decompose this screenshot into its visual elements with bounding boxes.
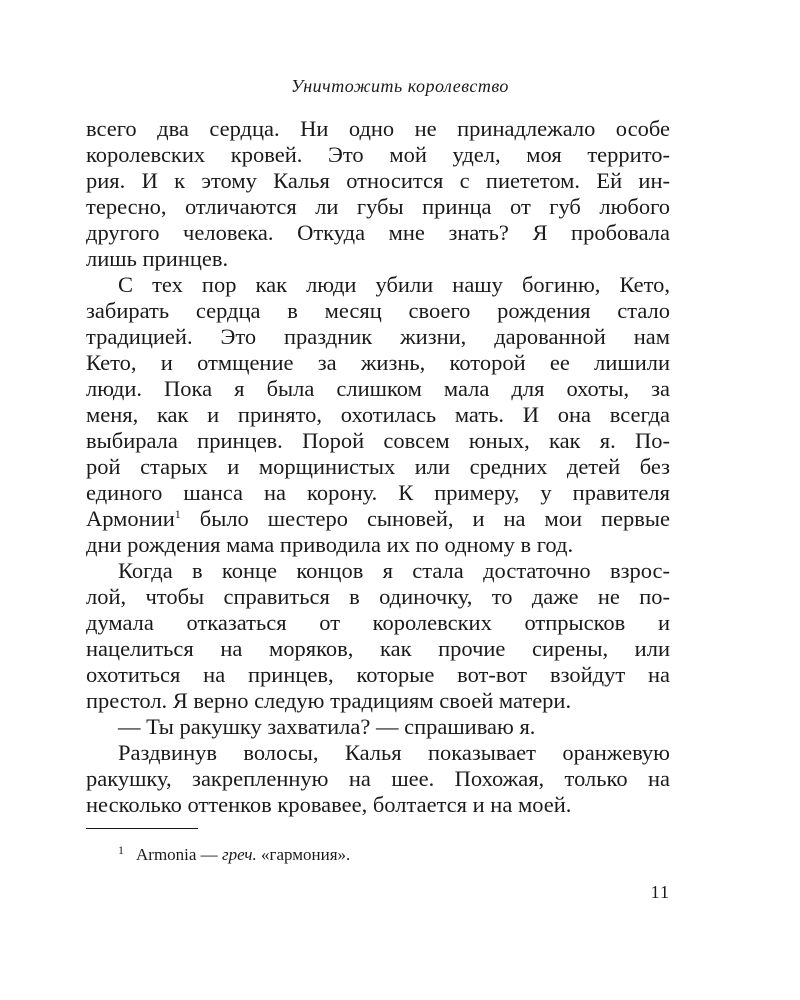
- footnote-language: греч.: [221, 845, 257, 864]
- body-text: [86, 116, 670, 818]
- text-line-rest: было шестеро сыновей, и на мои первые: [199, 506, 670, 531]
- text-line: всего два сердца. Ни одно не принадлежало особе: [86, 116, 670, 141]
- text-line: несколько оттенков кровавее, болтается и на моей.: [86, 792, 572, 817]
- text-line: — Ты ракушку захватила? — спрашиваю я.: [118, 714, 536, 739]
- text-line: другого человека. Откуда мне знать? Я пробовала: [86, 220, 670, 245]
- text-line: нацелиться на моряков, как прочие сирены, или: [86, 636, 670, 661]
- text-line: лой, чтобы справиться в одиночку, то даже не по-: [86, 584, 670, 609]
- footnote-meaning: «гармония».: [261, 845, 351, 864]
- footnote: [118, 843, 350, 865]
- text-line: выбирала принцев. Порой совсем юных, как я. По-: [86, 428, 670, 453]
- text-line: Раздвинув волосы, Калья показывает оранжевую: [118, 740, 670, 765]
- text-line: охотиться на принцев, которые вот-вот взойдут на: [86, 662, 670, 687]
- text-line: дни рождения мама приводила их по одному в год.: [86, 532, 574, 557]
- footnote-divider: [86, 828, 198, 829]
- footnote-ref-word: Армонии: [86, 506, 175, 531]
- text-line: королевских кровей. Это мой удел, моя террито-: [86, 142, 670, 167]
- text-line: лишь принцев.: [86, 246, 229, 271]
- text-line: престол. Я верно следую традициям своей матери.: [86, 688, 572, 713]
- page-number: 11: [650, 882, 670, 902]
- running-head: Уничтожить королевство: [291, 76, 509, 96]
- text-line: меня, как и принято, охотилась мать. И она всегда: [86, 402, 670, 427]
- text-line: забирать сердца в месяц своего рождения стало: [86, 298, 670, 323]
- text-line: тересно, отличаются ли губы принца от губ любого: [86, 194, 670, 219]
- text-line: рой старых и морщинистых или средних детей без: [86, 454, 670, 479]
- text-line: ракушку, закрепленную на шее. Похожая, только на: [86, 766, 670, 791]
- text-line: рия. И к этому Калья относится с пиететом. Ей ин-: [86, 168, 670, 193]
- text-line: единого шанса на корону. К примеру, у правителя: [86, 480, 670, 505]
- footnote-mark: 1: [118, 843, 124, 857]
- text-line: думала отказаться от королевских отпрысков и: [86, 610, 670, 635]
- text-line: Кето, и отмщение за жизнь, которой ее лишили: [86, 350, 670, 375]
- footnote-term: Armonia —: [136, 845, 218, 864]
- text-line: Когда в конце концов я стала достаточно взрос-: [118, 558, 670, 583]
- text-line: люди. Пока я была слишком мала для охоты, за: [86, 376, 670, 401]
- text-line-with-footnote: [86, 506, 670, 532]
- footnote-ref-mark[interactable]: 1: [174, 507, 181, 521]
- text-line: традицией. Это праздник жизни, дарованной нам: [86, 324, 670, 349]
- text-line: С тех пор как люди убили нашу богиню, Кето,: [118, 272, 670, 297]
